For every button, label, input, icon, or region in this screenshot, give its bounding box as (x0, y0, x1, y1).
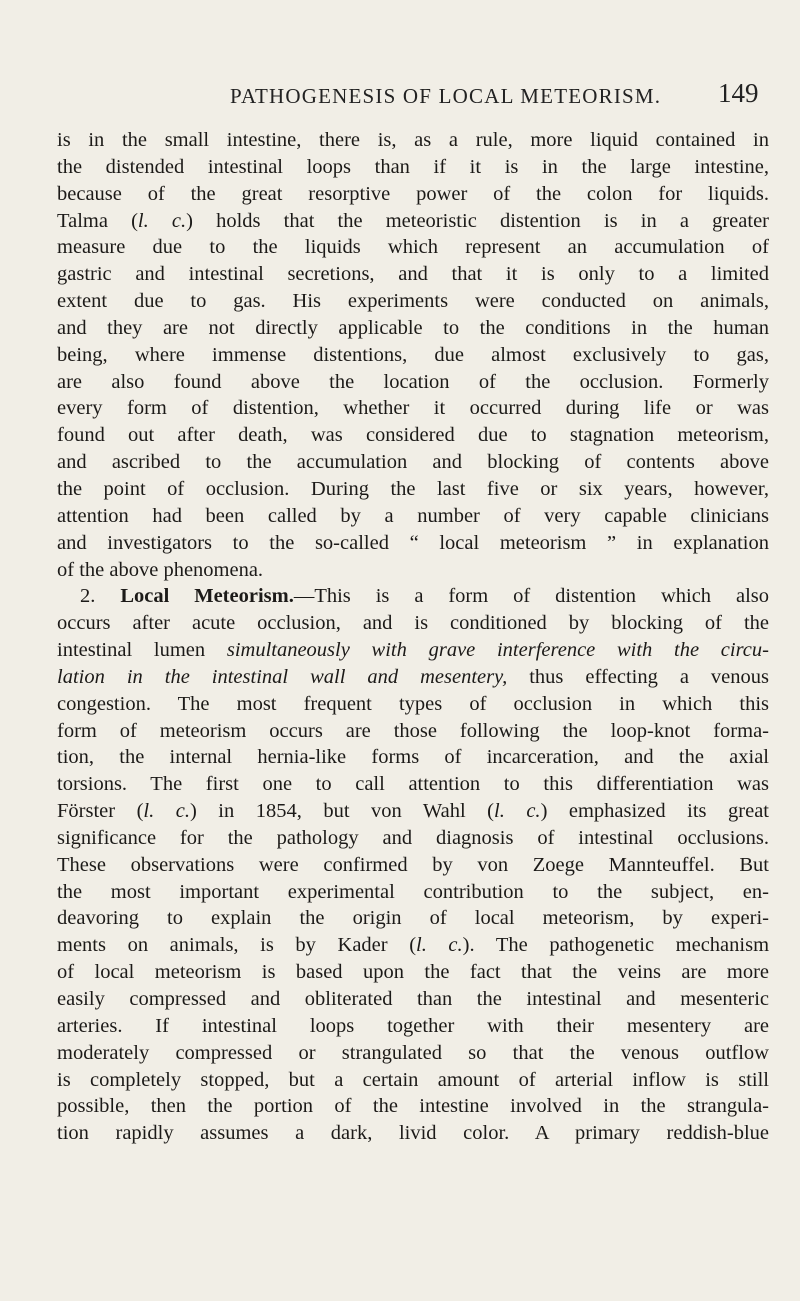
text-run: ). The pathogenetic mechanism (462, 934, 770, 957)
citation-lc: l. c. (143, 800, 190, 823)
text-line (57, 637, 769, 664)
text-line: occurs after acute occlusion, and is conditioned by blocking of the (57, 612, 769, 635)
text-line: easily compressed and obliterated than the intestinal and mesenteric (57, 988, 769, 1010)
text-line (57, 208, 769, 235)
text-line (57, 798, 769, 825)
citation-lc: l. c. (416, 934, 463, 957)
text-line: of the above phenomena. (57, 558, 264, 581)
text-line: torsions. The first one to call attention to this differentiation was (57, 773, 769, 796)
text-line: tion, the internal hernia-like forms of incarceration, and the axial (57, 746, 769, 769)
text-line (57, 932, 769, 959)
text-run: Talma ( (57, 209, 138, 232)
body-text (57, 127, 769, 1147)
text-line: congestion. The most frequent types of occlusion in which this (57, 692, 769, 715)
text-line: of local meteorism is based upon the fact that the veins are more (57, 961, 769, 984)
text-line: being, where immense distentions, due almost exclusively to gas, (57, 343, 769, 366)
text-line: found out after death, was considered due to stagnation meteorism, (57, 424, 769, 447)
text-run: ) emphasized its great (540, 800, 769, 823)
text-line: deavoring to explain the origin of local meteorism, by experi- (57, 907, 769, 930)
text-line: the point of occlusion. During the last five or six years, however, (57, 477, 769, 500)
text-line: and ascribed to the accumulation and blocking of contents above (57, 451, 769, 474)
text-run: Förster ( (57, 800, 144, 823)
section-heading-line (57, 583, 769, 610)
text-line: is completely stopped, but a certain amount of arterial inflow is still (57, 1068, 769, 1091)
text-run: ) in 1854, but von Wahl ( (189, 800, 495, 823)
running-head: PATHOGENESIS OF LOCAL METEORISM. (230, 84, 662, 108)
text-line: the distended intestinal loops than if it is in the large intestine, (57, 155, 769, 178)
text-line: and they are not directly applicable to the conditions in the human (57, 316, 769, 339)
citation-lc: l. c. (137, 209, 187, 232)
text-line: and investigators to the so-called “ local meteorism ” in explanation (57, 531, 769, 554)
text-line: extent due to gas. His experiments were conducted on animals, (57, 290, 769, 313)
text-line (57, 664, 769, 691)
text-line: are also found above the location of the occlusion. Formerly (57, 370, 769, 393)
text-line: measure due to the liquids which represent an accumulation of (57, 236, 769, 259)
text-run: intestinal lumen (57, 639, 227, 662)
emphasis-text: lation in the intestinal wall and mesentery, (57, 665, 508, 688)
text-run: ments on animals, is by Kader ( (57, 934, 417, 957)
text-line: These observations were confirmed by von Zoege Mannteuffel. But (57, 853, 769, 876)
text-run: thus effecting a venous (507, 665, 769, 688)
text-line: significance for the pathology and diagnosis of intestinal occlusions. (57, 826, 769, 849)
text-line: every form of distention, whether it occurred during life or was (57, 397, 769, 420)
text-line: gastric and intestinal secretions, and that it is only to a limited (57, 263, 769, 286)
text-run: ) holds that the meteoristic distention is in a greater (186, 209, 769, 232)
text-line: form of meteorism occurs are those following the loop-knot forma- (57, 719, 769, 742)
emphasis-text: simultaneously with grave interference with the circu- (226, 639, 769, 662)
text-line: the most important experimental contribution to the subject, en- (57, 880, 769, 903)
text-line: is in the small intestine, there is, as a rule, more liquid contained in (57, 129, 769, 151)
page-number: 149 (718, 78, 759, 108)
citation-lc: l. c. (494, 800, 541, 823)
text-line: possible, then the portion of the intestine involved in the strangula- (57, 1095, 769, 1118)
text-run: —This is a form of distention which also (293, 585, 770, 608)
text-line: attention had been called by a number of very capable clinicians (57, 504, 769, 527)
text-line: arteries. If intestinal loops together with their mesentery are (57, 1014, 769, 1037)
text-line: moderately compressed or strangulated so that the venous outflow (57, 1041, 769, 1064)
section-title: Local Meteorism. (120, 585, 294, 608)
text-line: because of the great resorptive power of the colon for liquids. (57, 182, 769, 205)
text-line: tion rapidly assumes a dark, livid color. A primary reddish-blue (57, 1122, 769, 1145)
section-number: 2. (80, 585, 121, 608)
page-header (0, 78, 800, 110)
